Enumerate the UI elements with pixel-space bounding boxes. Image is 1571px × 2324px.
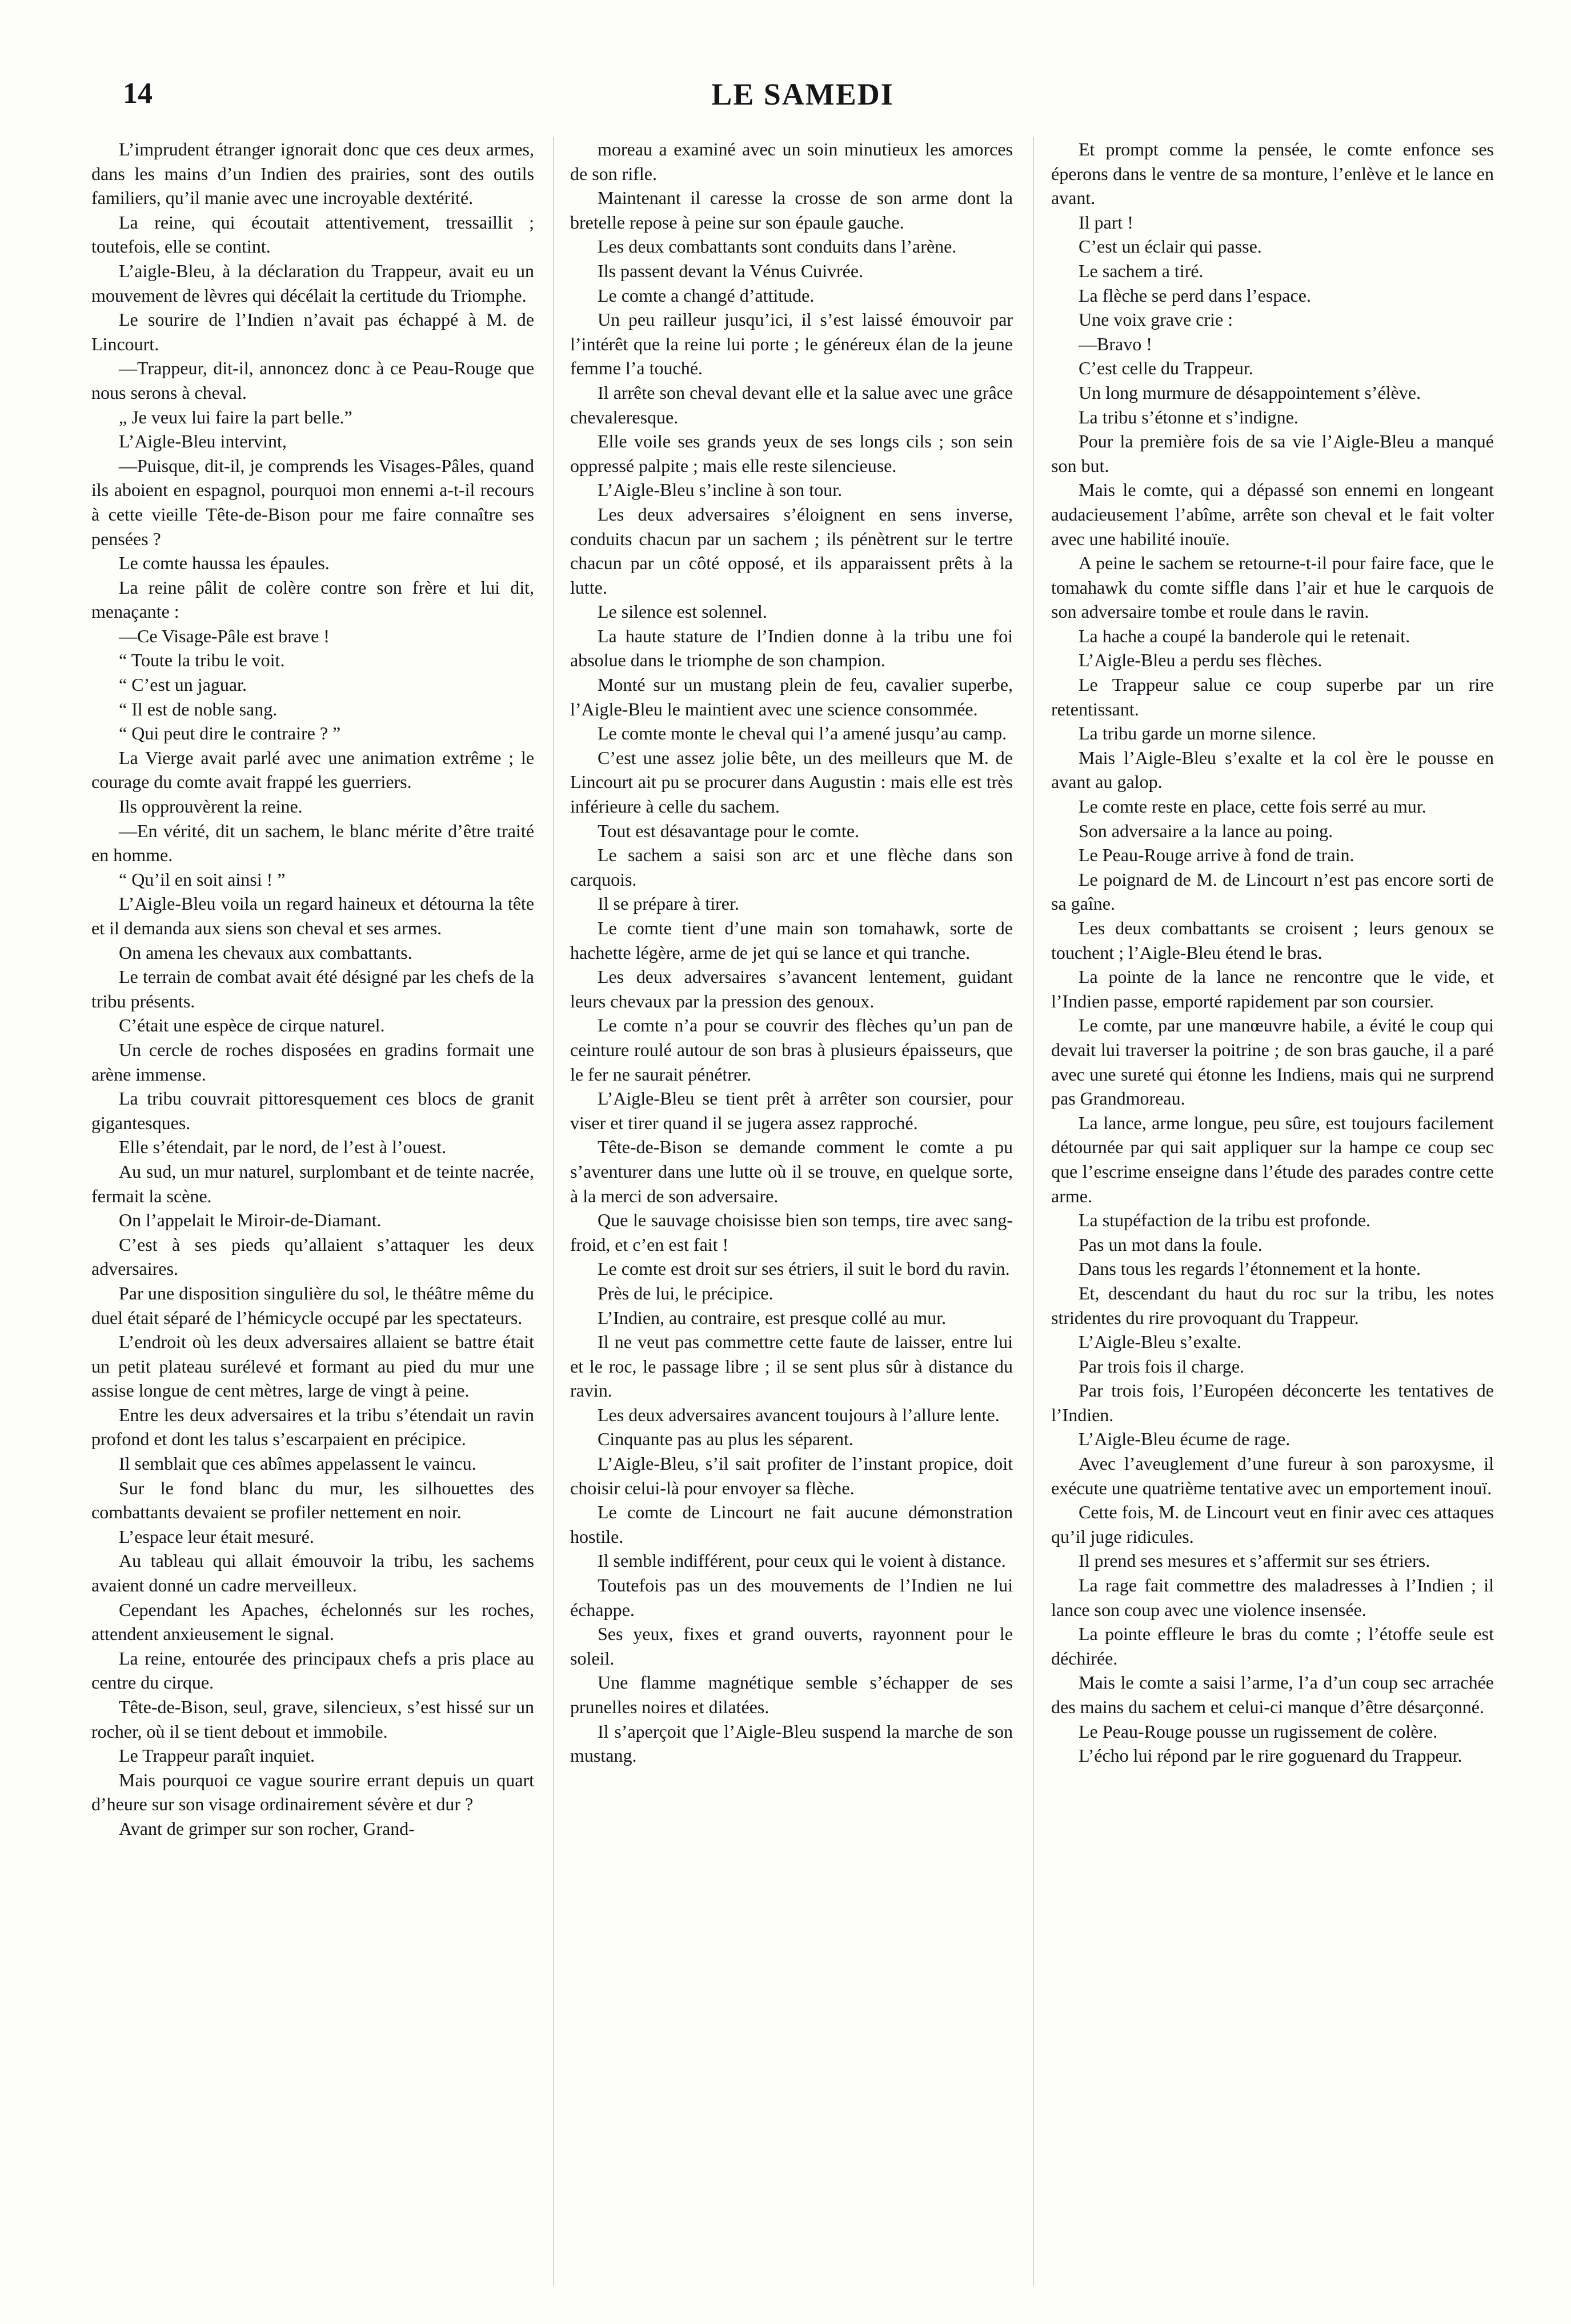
paragraph: La pointe effleure le bras du comte ; l’étoffe seule est déchirée. (1051, 1623, 1494, 1669)
paragraph: L’Aigle-Bleu écume de rage. (1079, 1429, 1291, 1450)
paragraph: La reine, entourée des principaux chefs a pris place au centre du cirque. (91, 1647, 534, 1693)
paragraph: L’endroit où les deux adversaires allaient se battre était un petit plateau surélevé et formant au pied du mur une assise longue de cent mètres, large de vingt à peine. (91, 1331, 534, 1401)
paragraph: L’Aigle-Bleu se tient prêt à arrêter son coursier, pour viser et tirer quand il se jugera assez rapproché. (570, 1088, 1013, 1133)
paragraph: —Puisque, dit-il, je comprends les Visages-Pâles, quand ils aboient en espagnol, pourquoi mon ennemi a-t-il recours à cette vieille Tête-de-Bison pour me faire connaître ses pensées ? (91, 455, 534, 549)
paragraph: “ Il est de noble sang. (119, 698, 278, 719)
text-column-1 (91, 137, 534, 1841)
paragraph: La tribu s’étonne et s’indigne. (1079, 406, 1299, 427)
paragraph: Au tableau qui allait émouvoir la tribu, les sachems avaient donné un cadre merveilleux. (91, 1550, 534, 1596)
paragraph: Le comte, par une manœuvre habile, a évité le coup qui devait lui traverser la poitrine ; de son bras gauche, il a paré avec une sureté qui étonne les Indiens, mais qui ne surprend pas Grandmoreau. (1051, 1015, 1494, 1109)
paragraph: La tribu garde un morne silence. (1079, 723, 1316, 744)
paragraph: La haute stature de l’Indien donne à la tribu une foi absolue dans le triomphe de son champion. (570, 625, 1013, 671)
paragraph: Ils opprouvèrent la reine. (119, 796, 303, 817)
paragraph: „ Je veux lui faire la part belle.” (119, 406, 352, 427)
paragraph: L’Aigle-Bleu voila un regard haineux et détourna la tête et il demanda aux siens son cheval et ses armes. (91, 893, 534, 938)
paragraph: “ C’est un jaguar. (119, 674, 247, 695)
paragraph: Les deux combattants se croisent ; leurs genoux se touchent ; l’Aigle-Bleu étend le bras. (1051, 918, 1494, 963)
paragraph: Le Trappeur salue ce coup superbe par un rire retentissant. (1051, 674, 1494, 719)
paragraph: Pour la première fois de sa vie l’Aigle-Bleu a manqué son but. (1051, 431, 1494, 476)
paragraph: Il se prépare à tirer. (598, 893, 739, 914)
paragraph: “ Qu’il en soit ainsi ! ” (119, 869, 286, 890)
paragraph: Son adversaire a la lance au poing. (1079, 820, 1333, 841)
paragraph: L’Aigle-Bleu a perdu ses flèches. (1079, 650, 1322, 671)
paragraph: Il ne veut pas commettre cette faute de laisser, entre lui et le roc, le passage libre ; il se sent plus sûr à distance du ravin. (570, 1331, 1013, 1401)
paragraph: Les deux adversaires s’éloignent en sens inverse, conduits chacun par un sachem ; ils pénètrent sur le tertre chacun par un côté opposé, et ils apparaissent prêts à la lutte. (570, 503, 1013, 598)
paragraph: L’Aigle-Bleu s’exalte. (1079, 1331, 1241, 1353)
paragraph: La rage fait commettre des maladresses à l’Indien ; il lance son coup avec une violence insensée. (1051, 1575, 1494, 1620)
paragraph: C’est à ses pieds qu’allaient s’attaquer les deux adversaires. (91, 1234, 534, 1279)
paragraph: La stupéfaction de la tribu est profonde. (1079, 1210, 1370, 1231)
paragraph: Tête-de-Bison, seul, grave, silencieux, s’est hissé sur un rocher, où il se tient debout et immobile. (91, 1697, 534, 1742)
paragraph: Le silence est solennel. (598, 601, 767, 622)
paragraph: Le comte de Lincourt ne fait aucune démonstration hostile. (570, 1502, 1013, 1547)
paragraph: Par trois fois il charge. (1079, 1355, 1245, 1377)
paragraph: Près de lui, le précipice. (598, 1282, 774, 1303)
paragraph: Le comte haussa les épaules. (119, 553, 330, 574)
paragraph: Avant de grimper sur son rocher, Grand- (119, 1818, 415, 1839)
paragraph: Un peu railleur jusqu’ici, il s’est laissé émouvoir par l’intérêt que la reine lui porte ; le généreux élan de la jeune femme l’a touché. (570, 309, 1013, 379)
paragraph: Le terrain de combat avait été désigné par les chefs de la tribu présents. (91, 966, 534, 1011)
paragraph: Le Peau-Rouge arrive à fond de train. (1079, 845, 1354, 866)
paragraph: Cette fois, M. de Lincourt veut en finir avec ces attaques qu’il juge ridicules. (1051, 1502, 1494, 1547)
paragraph: Cependant les Apaches, échelonnés sur les roches, attendent anxieusement le signal. (91, 1599, 534, 1645)
text-column-3 (1051, 137, 1494, 1768)
paragraph: Le sachem a saisi son arc et une flèche dans son carquois. (570, 845, 1013, 890)
paragraph: L’espace leur était mesuré. (119, 1526, 314, 1547)
paragraph: Par trois fois, l’Européen déconcerte les tentatives de l’Indien. (1051, 1380, 1494, 1425)
paragraph: Et, descendant du haut du roc sur la tribu, les notes stridentes du rire provoquant du Trappeur. (1051, 1282, 1494, 1328)
paragraph: Que le sauvage choisisse bien son temps, tire avec sang-froid, et c’en est fait ! (570, 1210, 1013, 1255)
paragraph: Il semblait que ces abîmes appelassent le vaincu. (119, 1453, 476, 1474)
paragraph: Ils passent devant la Vénus Cuivrée. (598, 260, 864, 281)
paragraph: Maintenant il caresse la crosse de son arme dont la bretelle repose à peine sur son épaule gauche. (570, 187, 1013, 233)
paragraph: Une flamme magnétique semble s’échapper de ses prunelles noires et dilatées. (570, 1672, 1013, 1717)
paragraph: La pointe de la lance ne rencontre que le vide, et l’Indien passe, emporté rapidement par son coursier. (1051, 966, 1494, 1011)
paragraph: La lance, arme longue, peu sûre, est toujours facilement détournée par qui sait appliquer sur la hampe ce coup sec que l’escrime enseigne dans l’étude des parades contre cette arme. (1051, 1112, 1494, 1206)
paragraph: L’écho lui répond par le rire goguenard du Trappeur. (1079, 1745, 1462, 1766)
paragraph: —Trappeur, dit-il, annoncez donc à ce Peau-Rouge que nous serons à cheval. (91, 358, 534, 403)
paragraph: Cinquante pas au plus les séparent. (598, 1429, 853, 1450)
paragraph: Au sud, un mur naturel, surplombant et de teinte nacrée, fermait la scène. (91, 1161, 534, 1206)
paragraph: Les deux adversaires s’avancent lentement, guidant leurs chevaux par la pression des genoux. (570, 966, 1013, 1011)
paragraph: Le sachem a tiré. (1079, 260, 1204, 281)
paragraph: moreau a examiné avec un soin minutieux les amorces de son rifle. (570, 139, 1013, 184)
paragraph: Le comte a changé d’attitude. (598, 285, 815, 306)
paragraph: Elle voile ses grands yeux de ses longs cils ; son sein oppressé palpite ; mais elle reste silencieuse. (570, 431, 1013, 476)
paragraph: —Ce Visage-Pâle est brave ! (119, 625, 330, 646)
paragraph: Il part ! (1079, 211, 1133, 233)
paragraph: Les deux combattants sont conduits dans l’arène. (598, 236, 957, 257)
paragraph: L’Aigle-Bleu, s’il sait profiter de l’instant propice, doit choisir celui-là pour envoyer sa flèche. (570, 1453, 1013, 1498)
paragraph: —En vérité, dit un sachem, le blanc mérite d’être traité en homme. (91, 820, 534, 866)
paragraph: La Vierge avait parlé avec une animation extrême ; le courage du comte avait frappé les guerriers. (91, 747, 534, 793)
paragraph: Mais le comte a saisi l’arme, l’a d’un coup sec arrachée des mains du sachem et celui-ci manque d’être désarçonné. (1051, 1672, 1494, 1717)
paragraph: C’est un éclair qui passe. (1079, 236, 1262, 257)
paragraph: Elle s’étendait, par le nord, de l’est à l’ouest. (119, 1137, 447, 1158)
paragraph: Avec l’aveuglement d’une fureur à son paroxysme, il exécute une quatrième tentative avec un emportement inouï. (1051, 1453, 1494, 1498)
paragraph: Et prompt comme la pensée, le comte enfonce ses éperons dans le ventre de sa monture, l’enlève et le lance en avant. (1051, 139, 1494, 209)
paragraph: Entre les deux adversaires et la tribu s’étendait un ravin profond et dont les talus s’escarpaient en précipice. (91, 1404, 534, 1450)
paragraph: Un cercle de roches disposées en gradins formait une arène immense. (91, 1039, 534, 1085)
paragraph: Il semble indifférent, pour ceux qui le voient à distance. (598, 1550, 1006, 1571)
paragraph: Mais l’Aigle-Bleu s’exalte et la col ère le pousse en avant au galop. (1051, 747, 1494, 793)
paragraph: “ Qui peut dire le contraire ? ” (119, 723, 341, 744)
paragraph: Dans tous les regards l’étonnement et la honte. (1079, 1258, 1421, 1279)
paragraph: L’Indien, au contraire, est presque collé au mur. (598, 1307, 947, 1328)
paragraph: Le poignard de M. de Lincourt n’est pas encore sorti de sa gaîne. (1051, 869, 1494, 914)
paragraph: Le Peau-Rouge pousse un rugissement de colère. (1079, 1721, 1438, 1742)
page-number: 14 (123, 77, 153, 110)
paragraph: Tout est désavantage pour le comte. (598, 820, 860, 841)
paragraph: Le comte tient d’une main son tomahawk, sorte de hachette légère, arme de jet qui se lance et qui tranche. (570, 918, 1013, 963)
paragraph: Toutefois pas un des mouvements de l’Indien ne lui échappe. (570, 1575, 1013, 1620)
paragraph: On amena les chevaux aux combattants. (119, 942, 412, 963)
paragraph: C’était une espèce de cirque naturel. (119, 1015, 385, 1036)
page-header (123, 77, 1482, 122)
paragraph: La reine pâlit de colère contre son frère et lui dit, menaçante : (91, 577, 534, 622)
column-divider (1033, 137, 1034, 2286)
paragraph: Le comte est droit sur ses étriers, il suit le bord du ravin. (598, 1258, 1010, 1279)
paragraph: Il prend ses mesures et s’affermit sur ses étriers. (1079, 1550, 1430, 1571)
paragraph: Il s’aperçoit que l’Aigle-Bleu suspend la marche de son mustang. (570, 1721, 1013, 1766)
paragraph: Le comte reste en place, cette fois serré au mur. (1079, 796, 1426, 817)
text-column-2 (570, 137, 1013, 1768)
paragraph: La hache a coupé la banderole qui le retenait. (1079, 625, 1410, 646)
paragraph: La tribu couvrait pittoresquement ces blocs de granit gigantesques. (91, 1088, 534, 1133)
journal-title: LE SAMEDI (711, 77, 894, 111)
paragraph: L’imprudent étranger ignorait donc que ces deux armes, dans les mains d’un Indien des prairies, sont des outils familiers, qu’il manie avec une incroyable dextérité. (91, 139, 534, 209)
paragraph: La reine, qui écoutait attentivement, tressaillit ; toutefois, elle se contint. (91, 211, 534, 257)
paragraph: C’est une assez jolie bête, un des meilleurs que M. de Lincourt ait pu se procurer dans Augustin : mais elle est très inférieure à celle du sachem. (570, 747, 1013, 817)
paragraph: Le comte monte le cheval qui l’a amené jusqu’au camp. (598, 723, 1007, 744)
paragraph: Il arrête son cheval devant elle et la salue avec une grâce chevaleresque. (570, 382, 1013, 427)
paragraph: Sur le fond blanc du mur, les silhouettes des combattants devaient se profiler nettement en noir. (91, 1477, 534, 1523)
paragraph: Une voix grave crie : (1079, 309, 1233, 330)
paragraph: C’est celle du Trappeur. (1079, 358, 1253, 379)
paragraph: —Bravo ! (1079, 333, 1152, 354)
paragraph: On l’appelait le Miroir-de-Diamant. (119, 1210, 382, 1231)
paragraph: L’aigle-Bleu, à la déclaration du Trappeur, avait eu un mouvement de lèvres qui décélait la certitude du Triomphe. (91, 260, 534, 306)
paragraph: Le comte n’a pour se couvrir des flèches qu’un pan de ceinture roulé autour de son bras à plusieurs épaisseurs, que le fer ne saurait pénétrer. (570, 1015, 1013, 1085)
paragraph: Tête-de-Bison se demande comment le comte a pu s’aventurer dans une lutte où il se trouve, en quelque sorte, à la merci de son adversaire. (570, 1137, 1013, 1206)
paragraph: “ Toute la tribu le voit. (119, 650, 285, 671)
paragraph: Un long murmure de désappointement s’élève. (1079, 382, 1421, 403)
paragraph: Par une disposition singulière du sol, le théâtre même du duel était séparé de l’hémicycle occupé par les spectateurs. (91, 1282, 534, 1328)
paragraph: Monté sur un mustang plein de feu, cavalier superbe, l’Aigle-Bleu le maintient avec une science consommée. (570, 674, 1013, 719)
paragraph: La flèche se perd dans l’espace. (1079, 285, 1311, 306)
paragraph: Le Trappeur paraît inquiet. (119, 1745, 315, 1766)
column-divider (553, 137, 554, 2286)
paragraph: Ses yeux, fixes et grand ouverts, rayonnent pour le soleil. (570, 1623, 1013, 1669)
paragraph: A peine le sachem se retourne-t-il pour faire face, que le tomahawk du comte siffle dans l’air et hue le carquois de son adversaire tombe et roule dans le ravin. (1051, 553, 1494, 622)
paragraph: Les deux adversaires avancent toujours à l’allure lente. (598, 1404, 1000, 1425)
paragraph: L’Aigle-Bleu s’incline à son tour. (598, 479, 843, 501)
paragraph: L’Aigle-Bleu intervint, (119, 431, 287, 452)
paragraph: Mais pourquoi ce vague sourire errant depuis un quart d’heure sur son visage ordinairement sévère et dur ? (91, 1769, 534, 1815)
paragraph: Mais le comte, qui a dépassé son ennemi en longeant audacieusement l’abîme, arrête son cheval et le fait volter avec une habilité inouïe. (1051, 479, 1494, 549)
paragraph: Pas un mot dans la foule. (1079, 1234, 1263, 1255)
paragraph: Le sourire de l’Indien n’avait pas échappé à M. de Lincourt. (91, 309, 534, 354)
